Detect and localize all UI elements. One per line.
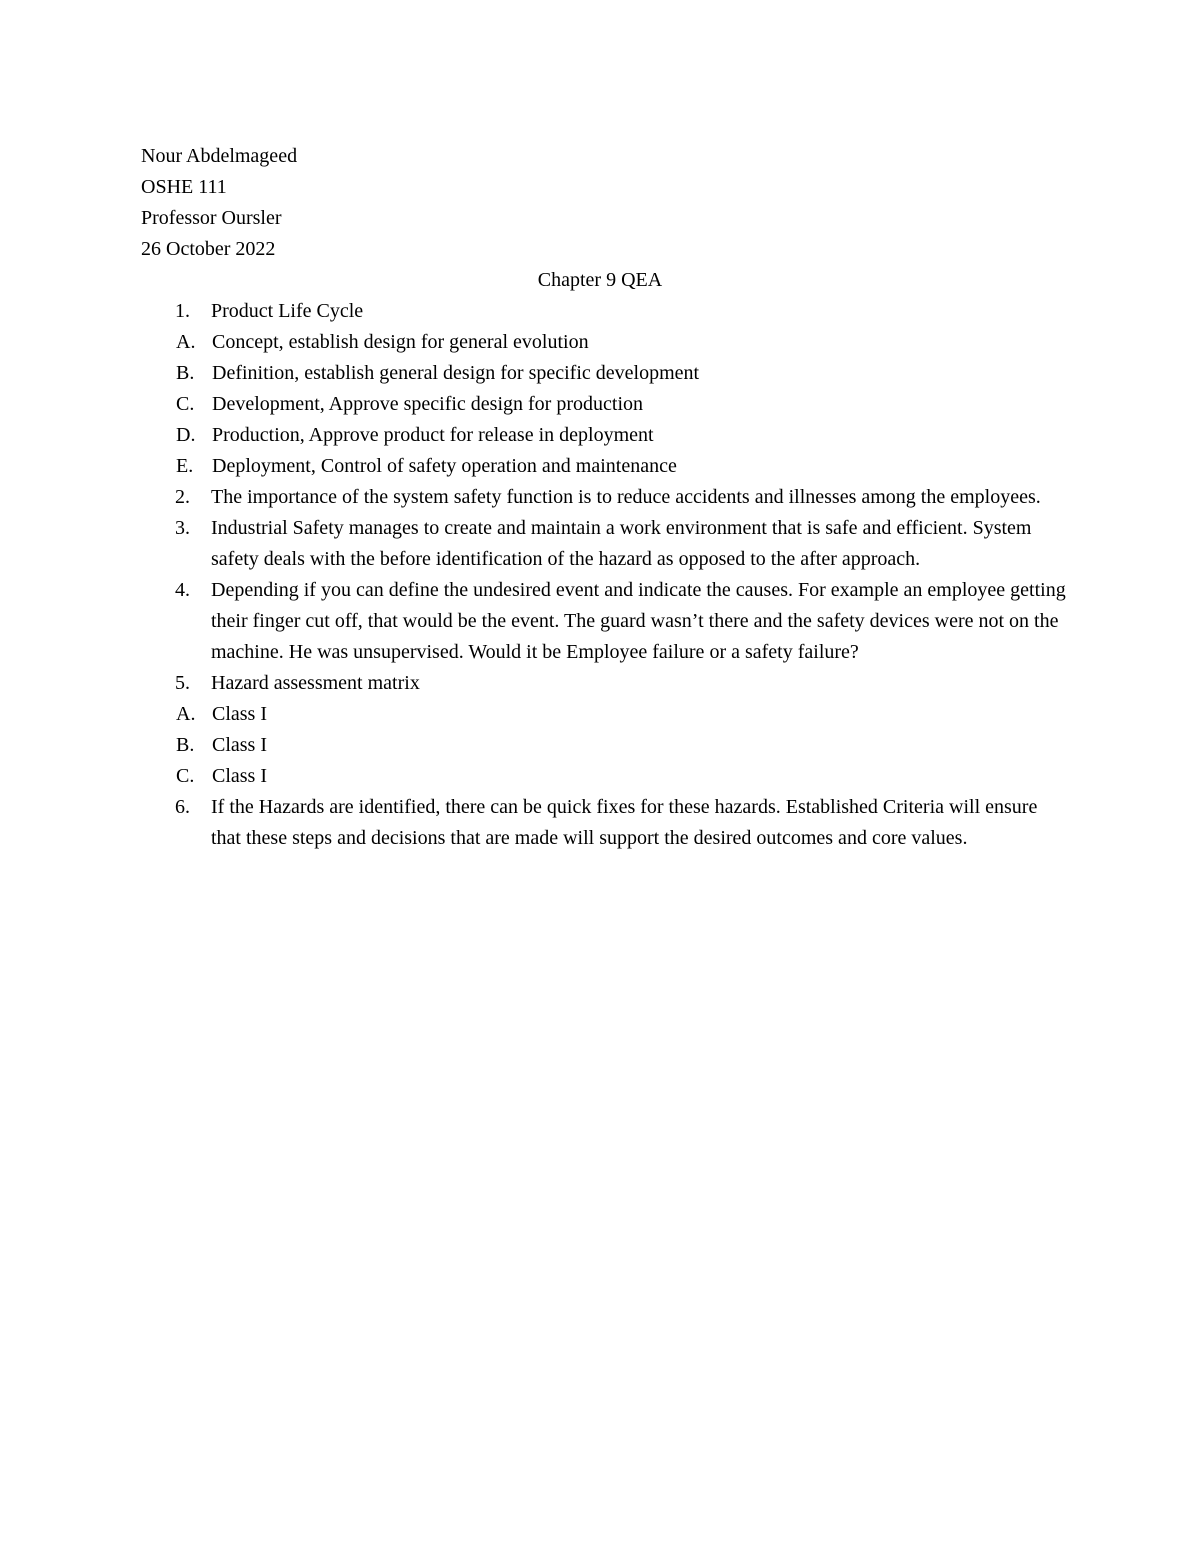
sub-item-text: Definition, establish general design for specific development bbox=[212, 362, 700, 384]
list-item-5 bbox=[141, 668, 1071, 699]
sub-item bbox=[141, 327, 1071, 358]
list-item-text: Depending if you can define the undesired event and indicate the causes. For example an employee getting their finger cut off, that would be the event. The guard wasn’t there and the safety devices were not on the machine. He was unsupervised. Would it be Employee failure or a safety failure? bbox=[211, 579, 1066, 663]
sub-item-text: Concept, establish design for general evolution bbox=[212, 331, 589, 353]
document-date: 26 October 2022 bbox=[141, 238, 276, 260]
list-item-number: 4. bbox=[175, 579, 190, 601]
course-code: OSHE 111 bbox=[141, 176, 227, 198]
sub-item-letter: A. bbox=[176, 703, 196, 725]
sub-item bbox=[141, 389, 1071, 420]
sub-item-letter: B. bbox=[176, 734, 195, 756]
list-item-4 bbox=[141, 575, 1071, 668]
sub-item-text: Deployment, Control of safety operation and maintenance bbox=[212, 455, 677, 477]
sub-item-letter: C. bbox=[176, 393, 195, 415]
list-item-6 bbox=[141, 792, 1071, 854]
list-item-number: 5. bbox=[175, 672, 190, 694]
document-header bbox=[141, 141, 1071, 265]
sub-item-text: Production, Approve product for release in deployment bbox=[212, 424, 654, 446]
sub-item-letter: D. bbox=[176, 424, 196, 446]
student-name: Nour Abdelmageed bbox=[141, 145, 298, 167]
sub-item bbox=[141, 358, 1071, 389]
sub-item-letter: E. bbox=[176, 455, 194, 477]
sub-item-letter: A. bbox=[176, 331, 196, 353]
sub-item bbox=[141, 420, 1071, 451]
list-item-1 bbox=[141, 296, 1071, 327]
sub-item-text: Class I bbox=[212, 703, 267, 725]
list-item-number: 1. bbox=[175, 300, 190, 322]
list-item-text: Industrial Safety manages to create and maintain a work environment that is safe and efficient. System safety deals with the before identification of the hazard as opposed to the after approach. bbox=[211, 517, 1032, 570]
list-item-number: 2. bbox=[175, 486, 190, 508]
sub-item-letter: B. bbox=[176, 362, 195, 384]
list-item-text: Hazard assessment matrix bbox=[211, 672, 420, 694]
list-item-text: If the Hazards are identified, there can be quick fixes for these hazards. Established Criteria will ensure that these steps and decisions that are made will support the desired outcomes and core values. bbox=[211, 796, 1038, 849]
sub-item-letter: C. bbox=[176, 765, 195, 787]
sub-item bbox=[141, 761, 1071, 792]
sub-item-text: Development, Approve specific design for production bbox=[212, 393, 643, 415]
sub-item bbox=[141, 699, 1071, 730]
list-item-number: 3. bbox=[175, 517, 190, 539]
list-item-text: Product Life Cycle bbox=[211, 300, 364, 322]
sub-item-text: Class I bbox=[212, 765, 267, 787]
sub-item-text: Class I bbox=[212, 734, 267, 756]
document-title: Chapter 9 QEA bbox=[537, 269, 663, 291]
list-item-text: The importance of the system safety function is to reduce accidents and illnesses among the employees. bbox=[211, 486, 1041, 508]
sub-item bbox=[141, 451, 1071, 482]
sub-item bbox=[141, 730, 1071, 761]
answer-list bbox=[141, 296, 1071, 854]
list-item-2 bbox=[141, 482, 1071, 513]
list-item-number: 6. bbox=[175, 796, 190, 818]
list-item-3 bbox=[141, 513, 1071, 575]
professor-name: Professor Oursler bbox=[141, 207, 282, 229]
